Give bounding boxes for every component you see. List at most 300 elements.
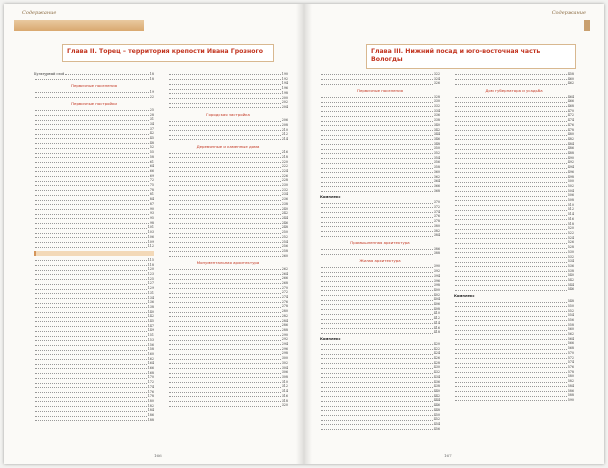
toc-page-number: 34	[149, 121, 154, 126]
dot-leader	[35, 230, 147, 233]
toc-page-number: 330	[433, 99, 440, 104]
dot-leader	[169, 123, 281, 126]
toc-page-number: 200	[281, 95, 288, 100]
toc-page-number: 424	[433, 351, 440, 356]
toc-page-number: 344	[433, 132, 440, 137]
toc-page-number: 192	[281, 76, 288, 81]
toc-page-number: 216	[281, 150, 288, 155]
section-heading: Первичные поселения	[71, 83, 117, 89]
toc-page-number: 474	[567, 118, 574, 123]
dot-leader	[35, 211, 149, 214]
toc-page-number: 500	[567, 179, 574, 184]
toc-page-number: 584	[567, 383, 574, 388]
toc-page-number: 292	[281, 337, 288, 342]
toc-page-number: 222	[281, 164, 288, 169]
dot-leader	[455, 318, 567, 321]
dot-leader	[169, 100, 281, 103]
toc-page-number: 158	[147, 347, 154, 352]
toc-page-number: 524	[567, 235, 574, 240]
dot-leader	[455, 146, 567, 149]
toc-page-number: 184	[147, 408, 154, 413]
dot-leader	[455, 337, 567, 340]
toc-page-number: 98	[149, 220, 154, 225]
dot-leader	[35, 192, 149, 195]
toc-columns	[34, 72, 292, 442]
toc-page-number: 368	[433, 188, 440, 193]
dot-leader	[169, 304, 281, 307]
toc-page-number: 256	[281, 244, 288, 249]
dot-leader	[169, 225, 281, 228]
dot-leader	[35, 267, 147, 270]
dot-leader	[35, 385, 147, 388]
dot-leader	[455, 123, 567, 126]
dot-leader	[169, 384, 281, 387]
toc-page-number: 510	[567, 202, 574, 207]
dot-leader	[35, 122, 149, 125]
dot-leader	[169, 197, 281, 200]
dot-leader	[169, 295, 281, 298]
dot-leader	[455, 370, 567, 373]
dot-leader	[455, 360, 567, 363]
toc-page-number: 488	[567, 151, 574, 156]
toc-page-number: 202	[281, 100, 288, 105]
toc-page-number: 506	[567, 193, 574, 198]
toc-page-number: 570	[567, 350, 574, 355]
toc-page-number: 286	[281, 323, 288, 328]
toc-page-number: 414	[433, 320, 440, 325]
dot-leader	[321, 109, 433, 112]
toc-entry	[320, 251, 440, 256]
toc-page-number: 176	[147, 389, 154, 394]
toc-page-number: 140	[147, 309, 154, 314]
toc-page-number: 204	[281, 104, 288, 109]
dot-leader	[321, 200, 433, 203]
toc-page-number: 522	[567, 231, 574, 235]
dot-leader	[169, 132, 281, 135]
toc-page-number: 93	[149, 211, 154, 216]
toc-page-number: 320	[281, 403, 288, 408]
toc-page-number: 90	[149, 206, 154, 211]
toc-entry	[34, 244, 154, 249]
toc-page-number: 516	[567, 216, 574, 221]
dot-leader	[321, 146, 433, 149]
dot-leader	[321, 251, 433, 254]
toc-page-number: 28	[149, 112, 154, 117]
toc-page-number: 48	[149, 140, 154, 145]
dot-leader	[35, 277, 147, 280]
toc-page-number: 504	[567, 188, 574, 193]
toc-page-number: 196	[281, 86, 288, 91]
dot-leader	[321, 293, 433, 296]
dot-leader	[35, 141, 149, 144]
toc-page-number: 418	[433, 330, 440, 335]
dot-leader	[321, 132, 433, 135]
dot-leader	[169, 81, 281, 84]
dot-leader	[321, 326, 433, 329]
dot-leader	[169, 244, 281, 247]
toc-page-number: 478	[567, 127, 574, 132]
dot-leader	[321, 99, 433, 102]
toc-page-number: 476	[567, 122, 574, 127]
toc-page-number: 127	[147, 281, 154, 286]
chapter-title: Глава II. Торец – территория крепости Ивана Грозного	[67, 48, 263, 55]
dot-leader	[35, 413, 147, 416]
dot-leader	[455, 165, 567, 168]
toc-page-number: 266	[281, 276, 288, 281]
toc-page-number: 206	[281, 118, 288, 123]
toc-page-number: 532	[567, 254, 574, 259]
dot-leader	[455, 72, 567, 75]
section-heading: Первичные постройки	[71, 101, 117, 107]
dot-leader	[455, 346, 567, 349]
dot-leader	[35, 300, 147, 303]
toc-page-number: 210	[281, 127, 288, 132]
toc-page-number: 276	[281, 299, 288, 304]
toc-page-number: 350	[433, 146, 440, 151]
toc-page-number: 328	[433, 94, 440, 99]
toc-page-number: 298	[281, 351, 288, 356]
dot-leader	[321, 142, 433, 145]
toc-page-number: 386	[433, 246, 440, 251]
dot-leader	[455, 198, 567, 201]
toc-page-number: 540	[567, 273, 574, 278]
toc-page-number: 18	[149, 76, 154, 81]
dot-leader	[169, 91, 281, 94]
dot-leader	[321, 394, 433, 397]
toc-page-number: 426	[433, 356, 440, 361]
dot-leader	[35, 347, 147, 350]
toc-page-number: 364	[433, 179, 440, 184]
dot-leader	[321, 264, 433, 267]
dot-leader	[321, 81, 433, 84]
toc-page-number: 520	[567, 226, 574, 231]
dot-leader	[169, 192, 281, 195]
dot-leader	[321, 283, 433, 286]
toc-page-number: 270	[281, 285, 288, 290]
dot-leader	[321, 77, 433, 80]
dot-leader	[321, 427, 433, 430]
dot-leader	[455, 99, 567, 102]
toc-entry	[168, 254, 288, 259]
dot-leader	[35, 221, 149, 224]
dot-leader	[65, 72, 148, 75]
toc-page-number: 544	[567, 282, 574, 287]
toc-page-number: 392	[433, 269, 440, 274]
toc-page-number: 458	[567, 72, 574, 76]
dot-leader	[35, 338, 147, 341]
dot-leader	[35, 188, 149, 191]
toc-page-number: 244	[281, 215, 288, 220]
toc-page-number: 470	[567, 108, 574, 113]
dot-leader	[455, 184, 567, 187]
dot-leader	[321, 417, 433, 420]
dot-leader	[321, 160, 433, 163]
dot-leader	[455, 132, 567, 135]
dot-leader	[169, 207, 281, 210]
toc-page-number: 278	[281, 304, 288, 309]
toc-page-number: 412	[433, 316, 440, 321]
toc-page-number: 340	[433, 122, 440, 127]
toc-page-number: 198	[281, 90, 288, 95]
toc-page-number: 264	[281, 271, 288, 276]
toc-page-number: 131	[147, 290, 154, 295]
dot-leader	[35, 394, 147, 397]
toc-page-number: 228	[281, 178, 288, 183]
dot-leader	[169, 240, 281, 243]
toc-page-number: 120	[147, 267, 154, 272]
dot-leader	[321, 95, 433, 98]
dot-leader	[455, 313, 567, 316]
dot-leader	[169, 267, 281, 270]
dot-leader	[169, 337, 281, 340]
toc-page-number: 498	[567, 174, 574, 179]
dot-leader	[455, 250, 567, 253]
toc-page-number: 554	[567, 313, 574, 318]
toc-page-number: 87	[149, 201, 154, 206]
dot-leader	[321, 175, 433, 178]
dot-leader	[35, 286, 147, 289]
toc-page-number: 314	[281, 389, 288, 394]
toc-page-number: 109	[147, 239, 154, 244]
toc-page-number: 296	[281, 346, 288, 351]
dot-leader	[455, 212, 567, 215]
toc-entry	[34, 77, 154, 82]
dot-leader	[455, 175, 567, 178]
toc-page-number: 180	[147, 399, 154, 403]
dot-leader	[169, 155, 281, 158]
dot-leader	[455, 332, 567, 335]
dot-leader	[169, 300, 281, 303]
group-heading: Комплекс	[454, 294, 475, 299]
toc-page-number: 260	[281, 253, 288, 258]
dot-leader	[321, 302, 433, 305]
left-page	[4, 4, 304, 464]
toc-page-number: 322	[433, 72, 440, 76]
dot-leader	[35, 150, 149, 153]
dot-leader	[321, 316, 433, 319]
toc-page-number: 390	[433, 264, 440, 269]
dot-leader	[35, 108, 149, 111]
dot-leader	[455, 231, 567, 234]
toc-page-number: 160	[147, 351, 154, 356]
dot-leader	[169, 323, 281, 326]
dot-leader	[321, 361, 433, 364]
dot-leader	[321, 156, 433, 159]
toc-page-number: 352	[433, 151, 440, 156]
toc-page-number: 118	[147, 262, 154, 267]
dot-leader	[321, 205, 433, 208]
dot-leader	[35, 235, 147, 238]
dot-leader	[321, 321, 433, 324]
toc-page-number: 464	[567, 94, 574, 99]
toc-page-number: 147	[147, 323, 154, 328]
dot-leader	[455, 203, 567, 206]
dot-leader	[455, 273, 567, 276]
toc-page-number: 318	[281, 398, 288, 403]
toc-page-number: 514	[567, 212, 574, 217]
toc-page-number: 156	[147, 342, 154, 347]
toc-columns	[320, 72, 582, 442]
dot-leader	[35, 361, 147, 364]
toc-page-number: 258	[281, 248, 288, 253]
section-heading: Промышленная архитектура	[350, 240, 410, 245]
toc-page-number: 572	[567, 355, 574, 360]
dot-leader	[455, 118, 567, 121]
toc-page-number: 558	[567, 322, 574, 327]
toc-page-number: 548	[567, 299, 574, 304]
toc-page-number: 420	[433, 341, 440, 346]
dot-leader	[169, 183, 281, 186]
toc-page-number: 354	[433, 155, 440, 160]
toc-page-number: 242	[281, 211, 288, 216]
toc-entry	[320, 233, 440, 238]
toc-page-number: 462	[567, 81, 574, 86]
dot-leader	[321, 224, 433, 227]
toc-page-number: 382	[433, 228, 440, 233]
toc-page-number: 568	[567, 346, 574, 351]
dot-leader	[169, 309, 281, 312]
dot-leader	[35, 357, 147, 360]
dot-leader	[321, 214, 433, 217]
dot-leader	[35, 305, 147, 308]
dot-leader	[455, 327, 567, 330]
dot-leader	[169, 202, 281, 205]
dot-leader	[35, 127, 149, 130]
toc-page-number: 75	[149, 183, 154, 188]
toc-page-number: 546	[567, 287, 574, 292]
toc-page-number: 172	[147, 380, 154, 385]
dot-leader	[321, 365, 433, 368]
toc-page-number: 438	[433, 384, 440, 389]
dot-leader	[321, 351, 433, 354]
dot-leader	[169, 394, 281, 397]
toc-page-number: 336	[433, 113, 440, 118]
toc-page-number: 230	[281, 183, 288, 188]
dot-leader	[35, 390, 147, 393]
toc-page-number: 134	[147, 295, 154, 300]
dot-leader	[455, 193, 567, 196]
toc-page-number: 442	[433, 393, 440, 398]
toc-page-number: 142	[147, 314, 154, 319]
right-page	[304, 4, 604, 464]
dot-leader	[35, 310, 147, 313]
toc-page-number: 214	[281, 136, 288, 141]
toc-page-number: 404	[433, 297, 440, 302]
dot-leader	[321, 72, 433, 75]
toc-page-number: 422	[433, 346, 440, 351]
toc-page-number: 272	[281, 290, 288, 295]
dot-leader	[169, 342, 281, 345]
toc-page-number: 348	[433, 141, 440, 146]
toc-page-number: 550	[567, 303, 574, 308]
toc-page-number: 19	[149, 89, 154, 94]
dot-leader	[169, 351, 281, 354]
toc-page-number: 342	[433, 127, 440, 132]
dot-leader	[321, 408, 433, 411]
dot-leader	[455, 128, 567, 131]
toc-page-number: 406	[433, 302, 440, 307]
toc-column	[454, 72, 574, 442]
dot-leader	[35, 117, 149, 120]
dot-leader	[35, 240, 147, 243]
toc-page-number: 454	[433, 421, 440, 426]
dot-leader	[35, 90, 149, 93]
toc-page-number: 103	[147, 230, 154, 235]
chapter-title: Глава III. Нижний посад и юго-восточная часть Вологды	[371, 48, 541, 63]
dot-leader	[455, 170, 567, 173]
toc-page-number: 306	[281, 370, 288, 375]
header-band	[14, 20, 144, 31]
dot-leader	[169, 380, 281, 383]
toc-page-number: 518	[567, 221, 574, 226]
dot-leader	[35, 183, 149, 186]
toc-entry	[454, 398, 574, 403]
toc-page-number: 468	[567, 104, 574, 109]
toc-page-number: 582	[567, 379, 574, 384]
toc-page-number: 69	[149, 173, 154, 178]
dot-leader	[321, 118, 433, 121]
toc-page-number: 370	[433, 200, 440, 205]
dot-leader	[321, 279, 433, 282]
dot-leader	[35, 164, 149, 167]
toc-page-number: 61	[149, 159, 154, 164]
toc-page-number: 398	[433, 283, 440, 288]
toc-page-number: 496	[567, 169, 574, 174]
dot-leader	[321, 137, 433, 140]
toc-page-number: 588	[567, 393, 574, 398]
toc-page-number: 31	[149, 117, 154, 122]
toc-entry	[454, 81, 574, 86]
toc-page-number: 18	[149, 72, 154, 76]
dot-leader	[321, 307, 433, 310]
dot-leader	[35, 319, 147, 322]
dot-leader	[321, 123, 433, 126]
dot-leader	[321, 219, 433, 222]
dot-leader	[169, 272, 281, 275]
toc-page-number: 218	[281, 154, 288, 159]
toc-page-number: 168	[147, 370, 154, 375]
toc-page-number: 378	[433, 219, 440, 224]
dot-leader	[455, 207, 567, 210]
dot-leader	[169, 286, 281, 289]
toc-page-number: 408	[433, 306, 440, 311]
section-heading: Первичные поселения	[357, 88, 403, 94]
toc-page-number: 434	[433, 374, 440, 379]
toc-page-number: 326	[433, 81, 440, 86]
toc-page-number: 388	[433, 251, 440, 256]
dot-leader	[455, 304, 567, 307]
toc-page-number: 490	[567, 155, 574, 160]
group-heading: Комплекс	[320, 336, 341, 341]
dot-leader	[455, 109, 567, 112]
toc-page-number: 562	[567, 332, 574, 337]
dot-leader	[35, 113, 149, 116]
dot-leader	[321, 413, 433, 416]
toc-page-number: 300	[281, 356, 288, 361]
toc-column	[168, 72, 288, 442]
dot-leader	[169, 347, 281, 350]
toc-page-number: 182	[147, 403, 154, 408]
dot-leader	[321, 189, 433, 192]
dot-leader	[35, 202, 149, 205]
dot-leader	[169, 249, 281, 252]
dot-leader	[455, 81, 567, 84]
toc-page-number: 58	[149, 154, 154, 159]
toc-page-number: 446	[433, 403, 440, 408]
dot-leader	[321, 384, 433, 387]
toc-page-number: 534	[567, 259, 574, 264]
dot-leader	[321, 247, 433, 250]
